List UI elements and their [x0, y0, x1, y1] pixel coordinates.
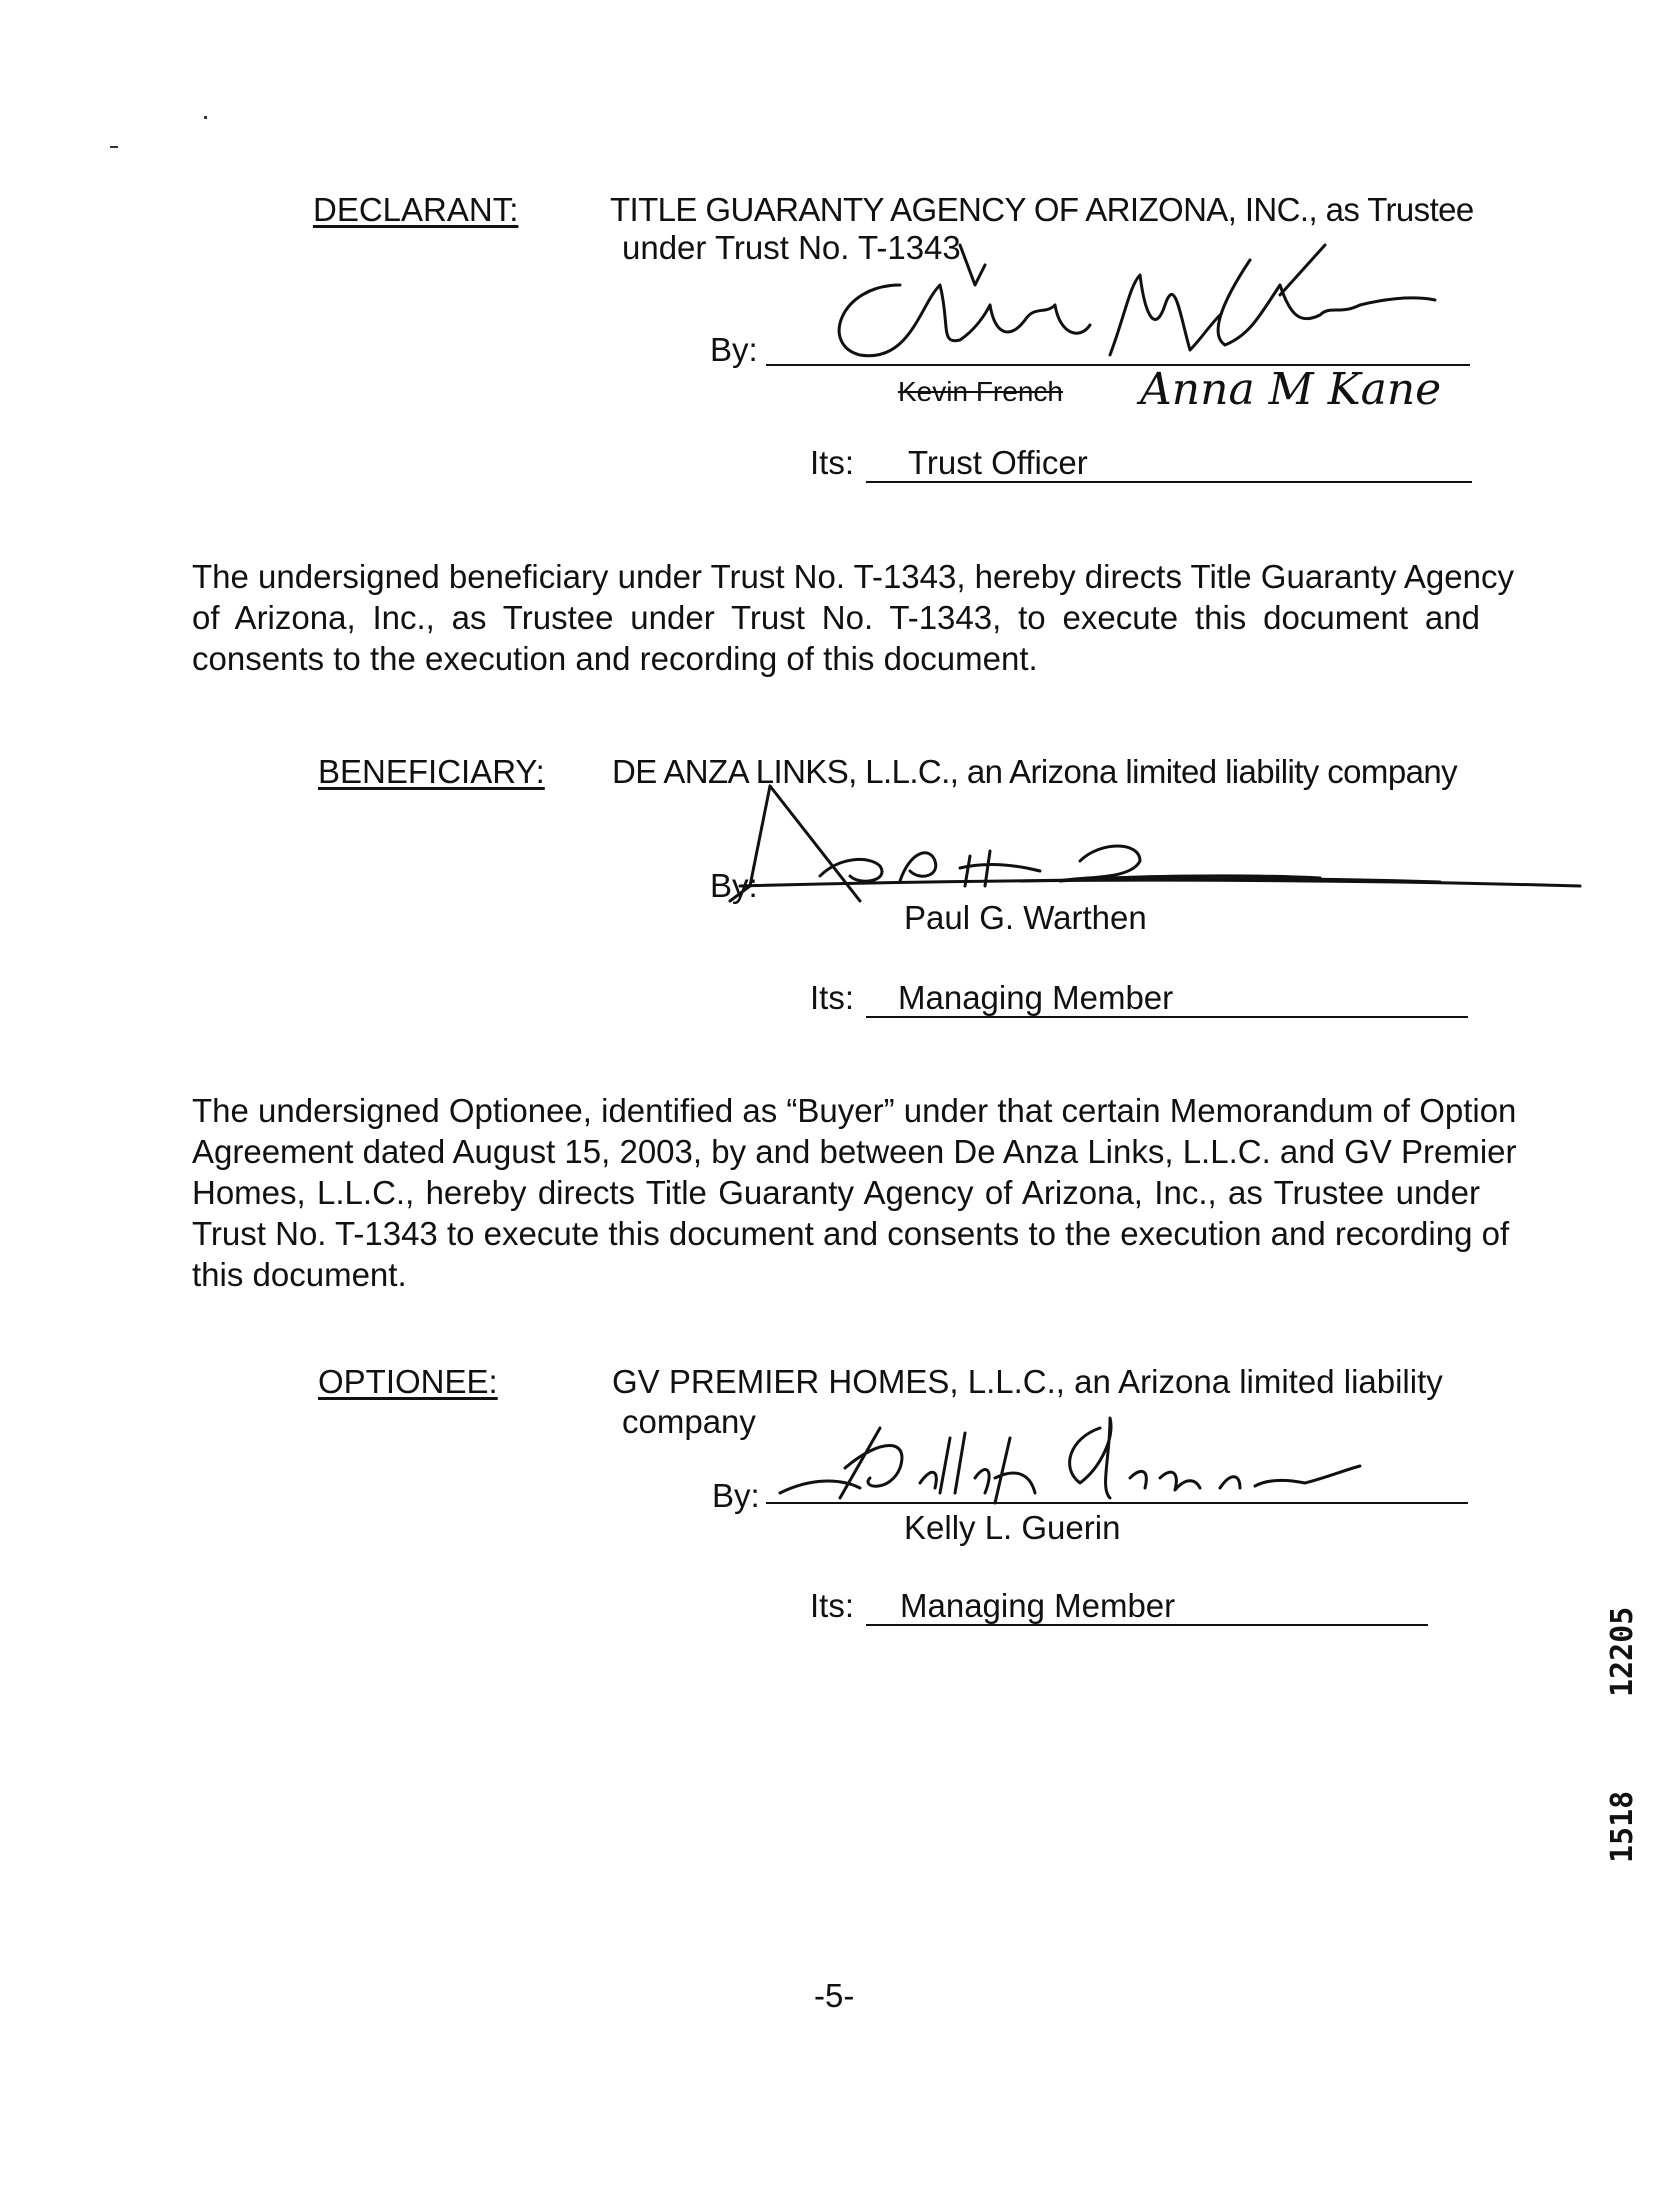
- declarant-struck-name: Kevin French: [898, 376, 1063, 407]
- beneficiary-its-line: [866, 1016, 1468, 1018]
- paragraph-line: consents to the execution and recording of this document.: [192, 640, 1038, 677]
- paragraph-line: The undersigned Optionee, identified as “Buyer” under that certain Memorandum of Option: [192, 1092, 1517, 1129]
- paragraph-line: Homes, L.L.C., hereby directs Title Guaranty Agency of Arizona, Inc., as Trustee under: [192, 1174, 1480, 1211]
- optionee-consent-paragraph: [192, 1090, 1517, 1295]
- optionee-its-label: Its:: [810, 1587, 855, 1624]
- paragraph-line: Trust No. T-1343 to execute this document and consents to the execution and recording of: [192, 1215, 1510, 1252]
- beneficiary-by-label: By:: [710, 867, 758, 904]
- beneficiary-signer-name: Paul G. Warthen: [904, 899, 1147, 936]
- scan-speck: [204, 116, 207, 119]
- paragraph-line: this document.: [192, 1256, 407, 1293]
- declarant-handwritten-name: Anna M Kane: [1140, 364, 1442, 415]
- beneficiary-its-label: Its:: [810, 979, 855, 1016]
- optionee-entity-line1: GV PREMIER HOMES, L.L.C., an Arizona limited liability: [612, 1363, 1443, 1400]
- optionee-label: OPTIONEE:: [318, 1363, 498, 1400]
- page-number: -5-: [814, 1977, 855, 2014]
- recording-stamp-digits: 12205: [1605, 1606, 1640, 1698]
- declarant-its-label: Its:: [810, 444, 855, 481]
- declarant-entity-line1: TITLE GUARANTY AGENCY OF ARIZONA, INC., as Trustee: [610, 191, 1474, 228]
- beneficiary-entity-line1: DE ANZA LINKS, L.L.C., an Arizona limited liability company: [612, 753, 1457, 790]
- beneficiary-its-value: Managing Member: [898, 979, 1174, 1016]
- declarant-its-value: Trust Officer: [908, 444, 1088, 481]
- optionee-its-line: [866, 1624, 1428, 1626]
- optionee-signer-name: Kelly L. Guerin: [904, 1509, 1121, 1546]
- optionee-entity-line2: company: [622, 1403, 756, 1440]
- optionee-signature-line: [766, 1502, 1468, 1504]
- beneficiary-consent-paragraph: [192, 556, 1514, 679]
- paragraph-line: The undersigned beneficiary under Trust No. T-1343, hereby directs Title Guaranty Agency: [192, 558, 1514, 595]
- paragraph-line: Agreement dated August 15, 2003, by and between De Anza Links, L.L.C. and GV Premier: [192, 1133, 1517, 1170]
- recording-stamp-line2: [1605, 1762, 1640, 1892]
- declarant-entity-line2: under Trust No. T-1343: [622, 229, 961, 266]
- beneficiary-signature: [720, 786, 1580, 916]
- declarant-label: DECLARANT:: [313, 191, 519, 228]
- declarant-its-line: [866, 481, 1472, 483]
- optionee-its-value: Managing Member: [900, 1587, 1176, 1624]
- paragraph-line: of Arizona, Inc., as Trustee under Trust No. T-1343, to execute this document and: [192, 599, 1480, 636]
- declarant-signature: [780, 245, 1440, 375]
- beneficiary-label: BENEFICIARY:: [318, 753, 545, 790]
- declarant-by-label: By:: [710, 331, 758, 368]
- scan-speck: [110, 146, 118, 148]
- recording-stamp-digits: 1518: [1605, 1790, 1640, 1864]
- recording-stamp-line1: [1605, 1572, 1640, 1732]
- optionee-by-label: By:: [712, 1477, 760, 1514]
